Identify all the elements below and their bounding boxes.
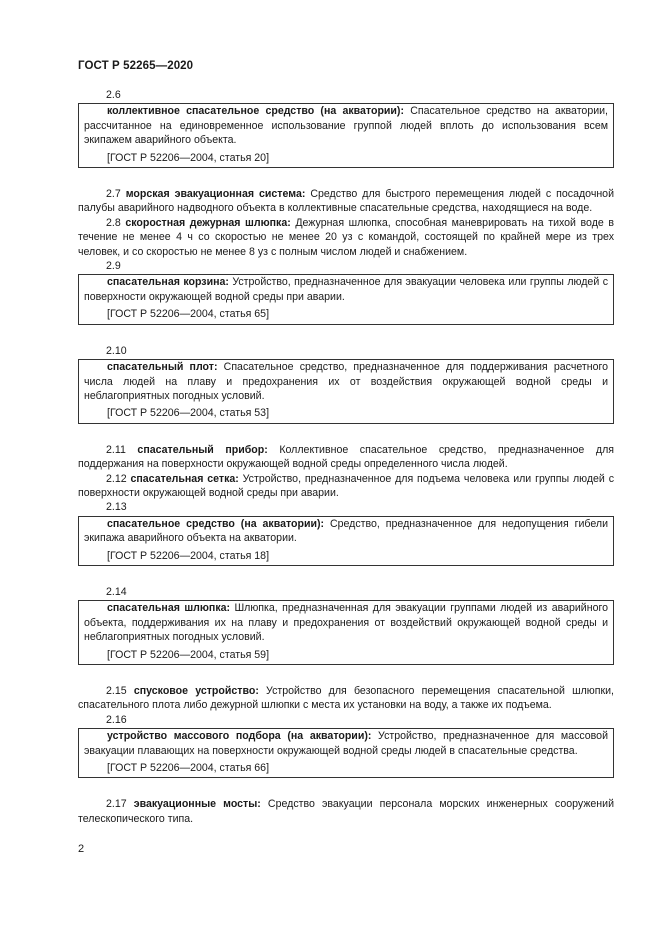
entry-number: 2.15 — [106, 685, 127, 697]
entry-number: 2.16 — [106, 713, 127, 726]
entry-number: 2.11 — [106, 443, 126, 456]
term: эвакуационные мосты: — [133, 798, 261, 811]
definition-text — [84, 729, 608, 758]
entry-number: 2.13 — [106, 501, 127, 514]
term: спасательный плот: — [107, 361, 218, 374]
source-reference: [ГОСТ Р 52206—2004, статья 53] — [107, 407, 270, 420]
definition-text — [84, 601, 608, 644]
term: спасательная корзина: — [107, 276, 229, 289]
entry-number: 2.6 — [106, 89, 121, 101]
definition-paragraph — [78, 797, 614, 826]
definition-paragraph — [78, 187, 614, 216]
term-definition: Дежурная шлюпка, способная маневрировать на тихой воде в течение не менее 4 ч со скоростью не менее 20 уз с командой, состоящей по крайней мере из трех человек, и со скоростью не менее 8 уз с полным числом людей и снабжением. — [78, 216, 614, 258]
definition-paragraph — [78, 443, 614, 472]
definition-text — [84, 517, 608, 546]
entry-number: 2.14 — [106, 585, 127, 598]
term-definition: Шлюпка, предназначенная для эвакуации группами людей из аварийного объекта, поддерживания их на плаву и предохранения от воздействий окружающей водной среды и неблагоприятных погодных условий. — [84, 602, 608, 644]
definition-box — [78, 728, 614, 778]
term: коллективное спасательное средство (на акватории): — [107, 105, 404, 118]
term-definition: Средство для быстрого перемещения людей с посадочной палубы аварийного надводного объекта в коллективные спасательные средства, находящиеся на воде. — [78, 188, 614, 215]
definition-box — [78, 516, 614, 566]
definition-paragraph — [78, 684, 614, 713]
definition-paragraph — [78, 472, 614, 501]
source-reference: [ГОСТ Р 52206—2004, статья 66] — [107, 762, 270, 775]
term-definition: Коллективное спасательное средство, предназначенное для поддержания на поверхности окружающей водной среды определенного числа людей. — [78, 443, 614, 471]
term-definition: Устройство, предназначенное для массовой эвакуации плавающих на поверхности окружающей водной среды людей в спасательные средства. — [84, 730, 608, 757]
document-header: ГОСТ Р 52265—2020 — [78, 60, 194, 72]
definition-paragraph — [78, 216, 614, 259]
term: спасательная шлюпка: — [107, 602, 231, 615]
term: спасательная сетка: — [130, 472, 239, 485]
term-definition: Спасательное средство, предназначенное для поддерживания расчетного числа людей на плаву и предохранения их от воздействия окружающей водной среды и неблагоприятных погодных условий. — [84, 361, 608, 402]
definition-text — [84, 360, 608, 403]
source-reference: [ГОСТ Р 52206—2004, статья 18] — [107, 549, 270, 562]
term: спасательный прибор: — [137, 443, 268, 456]
source-reference: [ГОСТ Р 52206—2004, статья 59] — [107, 648, 270, 661]
term-definition: Средство эвакуации персонала морских инженерных сооружений телескопического типа. — [78, 798, 614, 825]
entry-number: 2.12 — [106, 472, 127, 485]
term: скоростная дежурная шлюпка: — [125, 216, 291, 229]
definition-text — [84, 104, 608, 147]
definition-box — [78, 103, 614, 168]
entry-number: 2.10 — [106, 344, 127, 357]
source-reference: [ГОСТ Р 52206—2004, статья 20] — [107, 151, 270, 164]
document-body — [78, 88, 614, 826]
definition-box — [78, 600, 614, 665]
definition-box — [78, 274, 614, 324]
source-reference: [ГОСТ Р 52206—2004, статья 65] — [107, 308, 270, 321]
term: устройство массового подбора (на акватории): — [107, 730, 372, 743]
term-definition: Спасательное средство на акватории, рассчитанное на единовременное использование группой людей вплоть до использования всем экипажем аварийного объекта. — [84, 105, 608, 147]
term: спасательное средство (на акватории): — [107, 517, 325, 530]
term-definition: Средство, предназначенное для недопущения гибели экипажа аварийного объекта на акватории. — [84, 517, 608, 545]
term-definition: Устройство для безопасного перемещения спасательной шлюпки, спасательного плота либо дежурной шлюпки с места их установки на воду, а также их подъема. — [78, 685, 614, 712]
term: спусковое устройство: — [133, 685, 259, 697]
term-definition: Устройство, предназначенное для подъема человека или группы людей с поверхности окружающей водной среды при аварии. — [78, 472, 614, 499]
definition-text — [84, 275, 608, 304]
term: морская эвакуационная система: — [125, 188, 306, 201]
entry-number: 2.9 — [106, 260, 121, 273]
term-definition: Устройство, предназначенное для эвакуации человека или группы людей с поверхности окружающей водной среды при аварии. — [84, 276, 608, 303]
entry-number: 2.8 — [106, 216, 121, 229]
entry-number: 2.7 — [106, 188, 121, 201]
page-number: 2 — [78, 843, 85, 855]
entry-number: 2.17 — [106, 798, 127, 811]
definition-box — [78, 359, 614, 424]
